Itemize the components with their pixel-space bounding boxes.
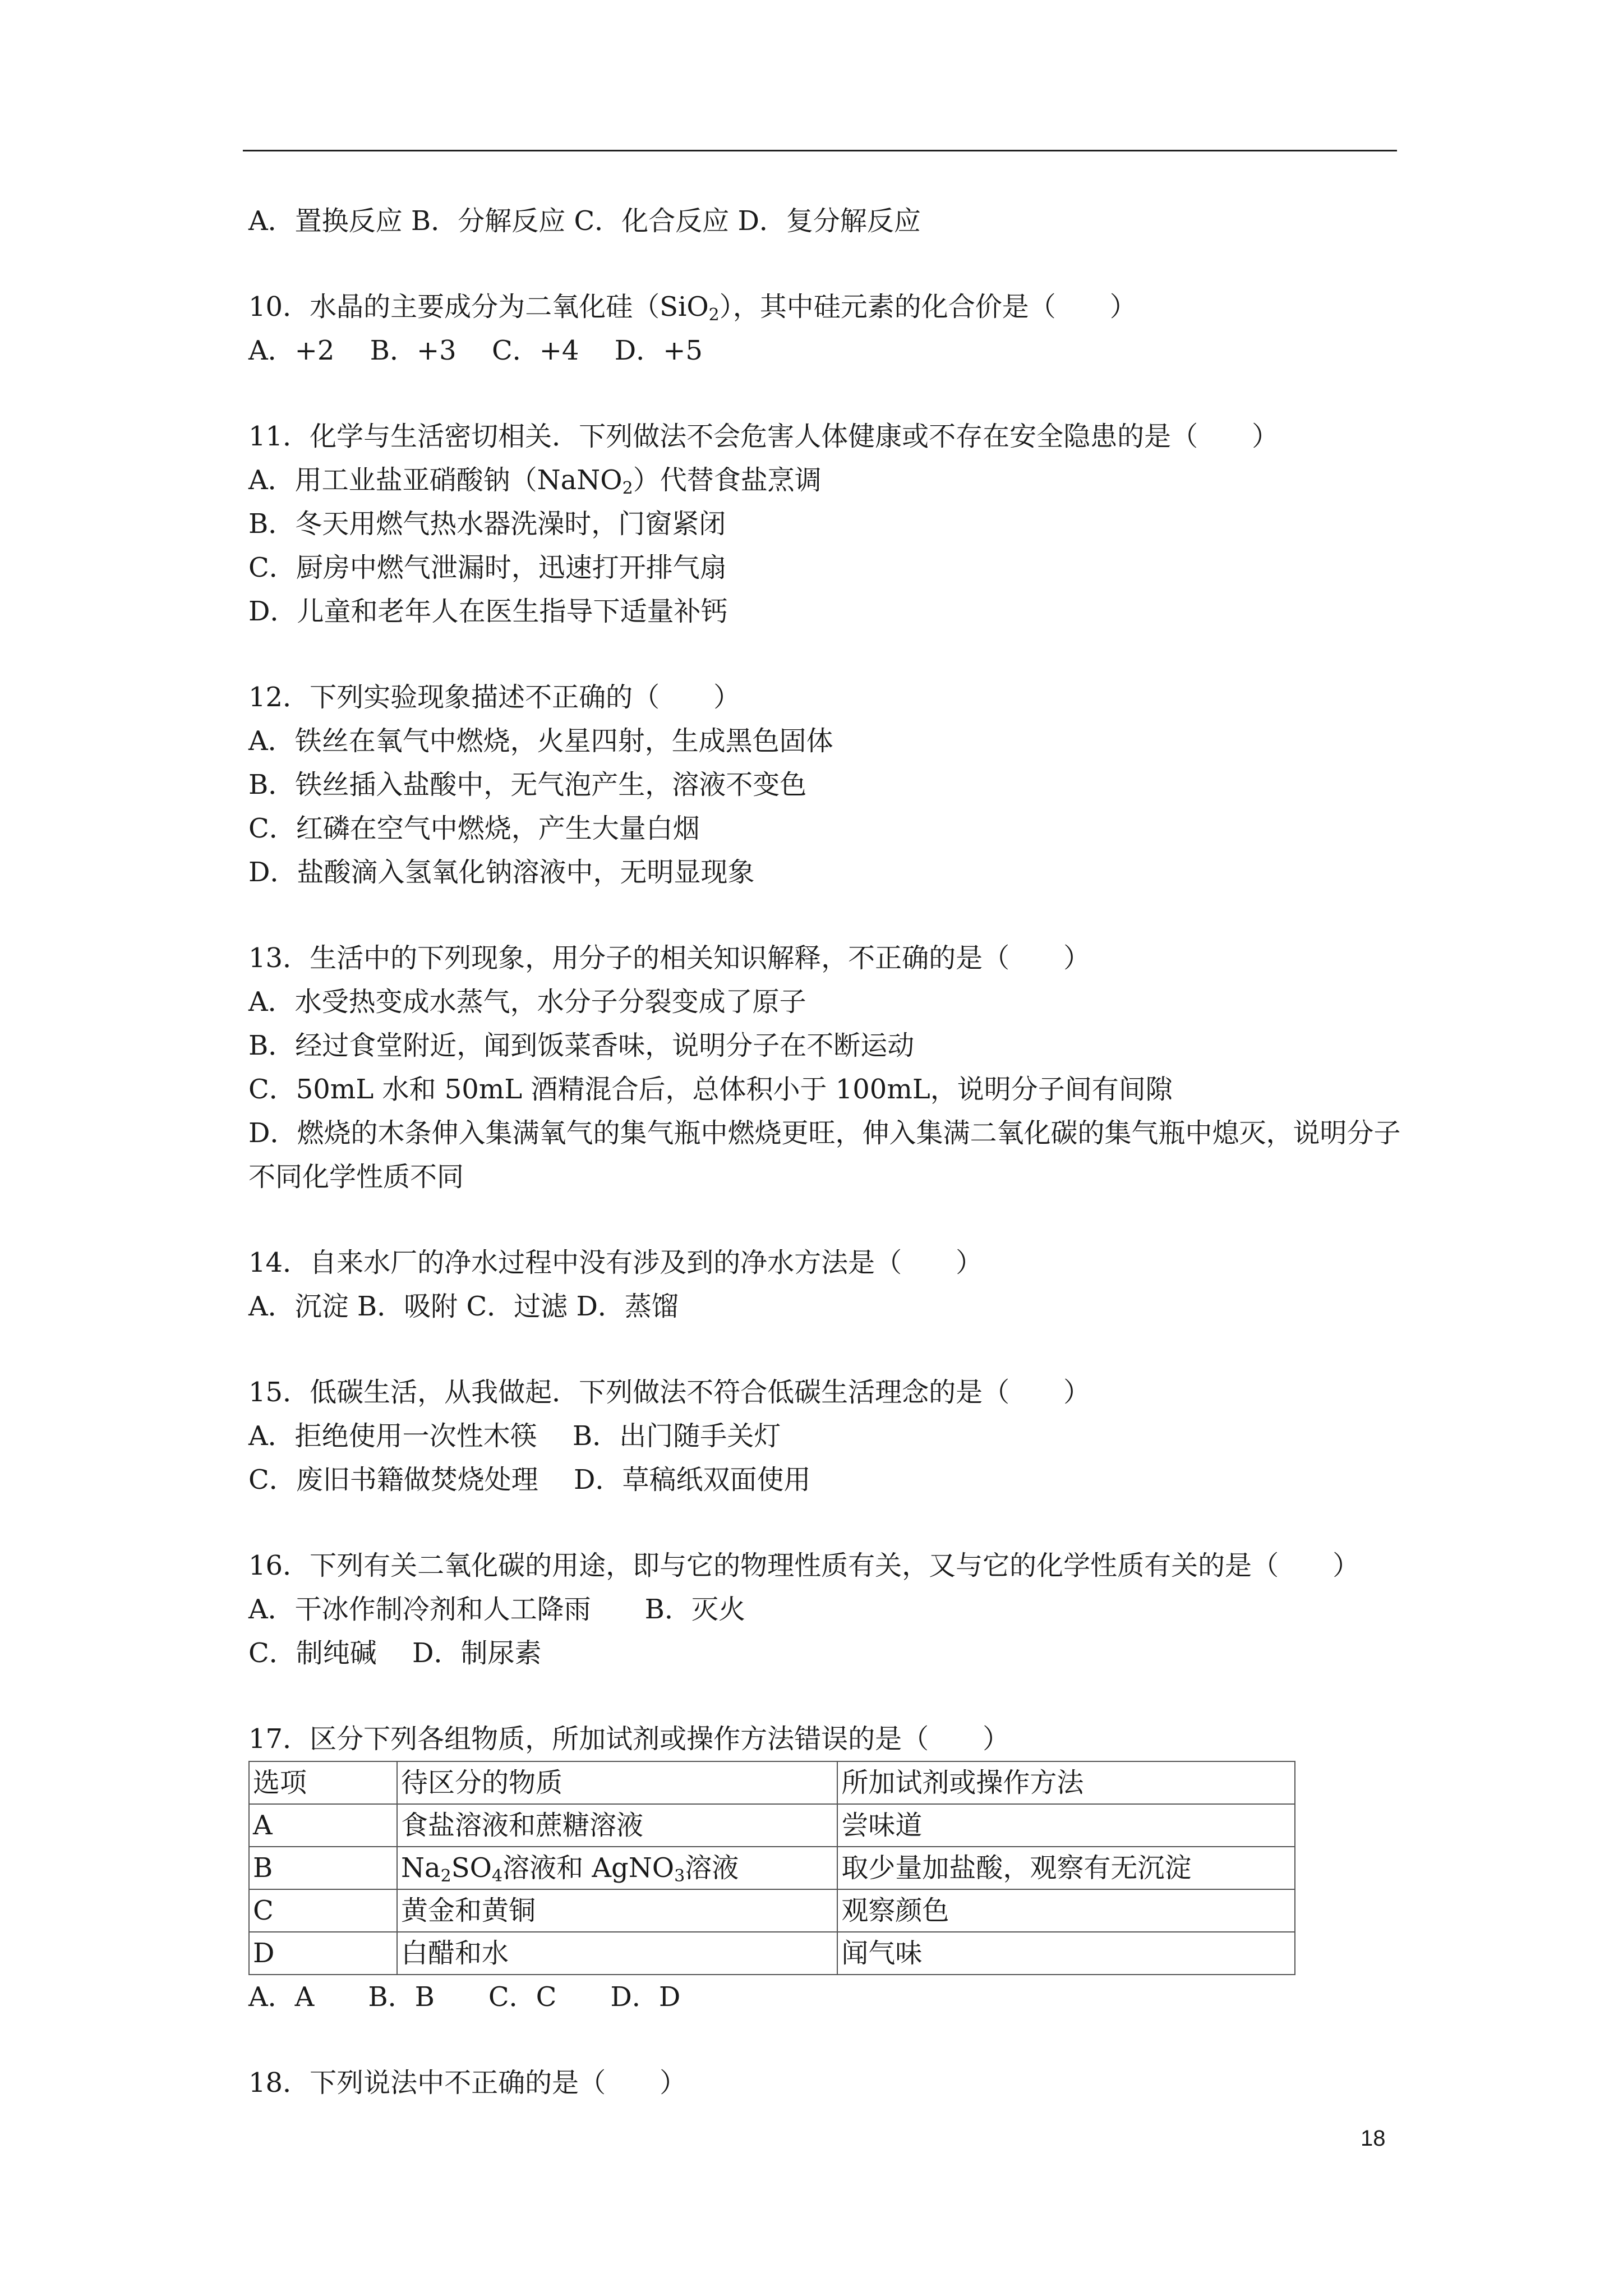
- q11-option-a: A．用工业盐亚硝酸钠（NaNO$_2$）代替食盐烹调: [248, 464, 822, 498]
- q16-options-row2: C．制纯碱 D．制尿素: [248, 1637, 542, 1669]
- table-row: [249, 1761, 1295, 1804]
- table-cell: 闻气味: [837, 1932, 1295, 1975]
- q17-options: A．A B．B C．C D．D: [248, 1981, 681, 2013]
- table-cell: D: [249, 1932, 397, 1975]
- table-cell: 尝味道: [837, 1804, 1295, 1847]
- table-cell: A: [249, 1804, 397, 1847]
- table-cell: C: [249, 1889, 397, 1932]
- table-cell: 取少量加盐酸，观察有无沉淀: [837, 1847, 1295, 1889]
- header-rule: [243, 150, 1397, 151]
- q12-option-a: A．铁丝在氧气中燃烧，火星四射，生成黑色固体: [248, 725, 833, 757]
- q17-table: [248, 1761, 1295, 1975]
- table-row: [249, 1804, 1295, 1847]
- table-cell: 观察颜色: [837, 1889, 1295, 1932]
- page-number: 18: [1361, 2126, 1386, 2151]
- table-row: [249, 1847, 1295, 1889]
- q14-stem: 14．自来水厂的净水过程中没有涉及到的净水方法是（ ）: [248, 1247, 983, 1278]
- q12-option-c: C．红磷在空气中燃烧，产生大量白烟: [248, 813, 700, 844]
- table-row: [249, 1889, 1295, 1932]
- q12-stem: 12．下列实验现象描述不正确的（ ）: [248, 682, 741, 713]
- q10-stem: 10．水晶的主要成分为二氧化硅（SiO$_2$），其中硅元素的化合价是（ ）: [248, 291, 1137, 325]
- table-cell: 食盐溶液和蔗糖溶液: [397, 1804, 837, 1847]
- table-header: 待区分的物质: [397, 1761, 837, 1804]
- q15-options-row2: C．废旧书籍做焚烧处理 D．草稿纸双面使用: [248, 1464, 811, 1496]
- q13-option-c: C．50mL 水和 50mL 酒精混合后，总体积小于 100mL，说明分子间有间隙: [248, 1074, 1173, 1105]
- table-header: 所加试剂或操作方法: [837, 1761, 1295, 1804]
- table-header: 选项: [249, 1761, 397, 1804]
- table-cell: B: [249, 1847, 397, 1889]
- table-cell: 黄金和黄铜: [397, 1889, 837, 1932]
- q12-option-d: D．盐酸滴入氢氧化钠溶液中，无明显现象: [248, 857, 755, 888]
- q11-option-b: B．冬天用燃气热水器洗澡时，门窗紧闭: [248, 508, 726, 540]
- q10-options: A．+2 B．+3 C．+4 D．+5: [248, 335, 703, 366]
- q17-stem: 17．区分下列各组物质，所加试剂或操作方法错误的是（ ）: [248, 1723, 1010, 1755]
- q16-stem: 16．下列有关二氧化碳的用途，即与它的物理性质有关，又与它的化学性质有关的是（ ）: [248, 1550, 1360, 1581]
- q13-option-a: A．水受热变成水蒸气，水分子分裂变成了原子: [248, 986, 806, 1018]
- table-row: [249, 1932, 1295, 1975]
- q18-stem: 18．下列说法中不正确的是（ ）: [248, 2067, 687, 2099]
- q16-options-row1: A．干冰作制冷剂和人工降雨 B．灭火: [248, 1594, 745, 1625]
- q9-options: A．置换反应 B．分解反应 C．化合反应 D．复分解反应: [248, 205, 921, 237]
- page-content: [248, 199, 1404, 2105]
- table-cell: 白醋和水: [397, 1932, 837, 1975]
- table-cell: $Na_2SO_4$溶液和 AgNO$_3$溶液: [397, 1847, 837, 1889]
- q11-option-c: C．厨房中燃气泄漏时，迅速打开排气扇: [248, 552, 727, 583]
- q15-stem: 15．低碳生活，从我做起．下列做法不符合低碳生活理念的是（ ）: [248, 1377, 1091, 1408]
- q11-stem: 11．化学与生活密切相关．下列做法不会危害人体健康或不存在安全隐患的是（ ）: [248, 421, 1279, 452]
- q13-stem: 13．生活中的下列现象，用分子的相关知识解释，不正确的是（ ）: [248, 942, 1091, 974]
- q12-option-b: B．铁丝插入盐酸中，无气泡产生，溶液不变色: [248, 769, 807, 800]
- q13-option-d: D．燃烧的木条伸入集满氧气的集气瓶中燃烧更旺，伸入集满二氧化碳的集气瓶中熄灭，说明分子不同化学性质不同: [248, 1117, 1401, 1193]
- q11-option-d: D．儿童和老年人在医生指导下适量补钙: [248, 596, 728, 627]
- q15-options-row1: A．拒绝使用一次性木筷 B．出门随手关灯: [248, 1420, 781, 1452]
- q14-options: A．沉淀 B．吸附 C．过滤 D．蒸馏: [248, 1291, 679, 1322]
- q13-option-b: B．经过食堂附近，闻到饭菜香味，说明分子在不断运动: [248, 1030, 915, 1061]
